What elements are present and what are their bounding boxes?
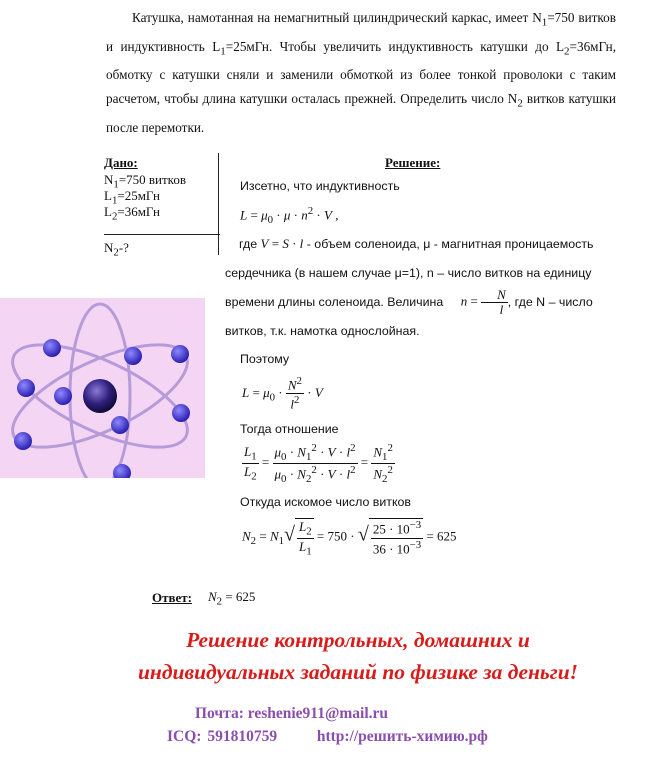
contact-icq[interactable]: ICQ: 591810759 bbox=[167, 728, 278, 745]
electron bbox=[43, 339, 61, 357]
electron bbox=[171, 345, 189, 363]
formula-result: $N_2 = N_1√$ $\frac{L_2}{L_1}$ = 750 · √ $\frac{25 \cdot 10^{-3}}{36 \cdot 10^{-3}}$ = 625 bbox=[242, 519, 457, 558]
electron bbox=[14, 432, 32, 450]
answer-value: $N_2 = 625$ bbox=[208, 589, 256, 608]
electron bbox=[54, 387, 72, 405]
solution-title: Решение: bbox=[385, 155, 441, 170]
answer-label: Ответ: bbox=[152, 590, 193, 605]
given-divider bbox=[104, 234, 220, 235]
solution-intro: Изсетно, что индуктивность bbox=[240, 179, 400, 193]
given-l2: $L_2=36мГн$ bbox=[104, 204, 160, 223]
ratio-label: Тогда отношение bbox=[240, 422, 339, 436]
electron bbox=[111, 416, 129, 434]
formula-inductance: $L = \mu_0 \cdot \mu \cdot n^2 \cdot V$ , bbox=[240, 205, 339, 226]
formula-inductance-n: $L = \mu_0$ · $\frac{N^2}{l^2}$ · V bbox=[242, 375, 323, 412]
problem-statement: Катушка, намотанная на немагнитный цилиндрический каркас, имеет $N_1=750$ витков и индуктивность $L_1=25мГн$. Чтобы увеличить индуктивность катушки до $L_2=36мГн$, обмотку с катушки сняли и заменили обмоткой из более тонкой проволоки с таким расчетом, чтобы длина катушки осталась прежней. Определить число $N_2$ витков катушки после перемотки. bbox=[106, 10, 616, 135]
given-title: Дано: bbox=[104, 155, 138, 170]
para2-text: , где N – число витков, т.к. намотка однослойная. bbox=[225, 295, 593, 339]
promo-line-2: индивидуальных заданий по физике за деньги! bbox=[137, 660, 579, 684]
atom-illustration bbox=[0, 298, 205, 478]
formula-ratio: $\frac{L_1}{L_2}$ = $\frac{\mu_0 \cdot N_1^2 \cdot V \cdot l^2}{\mu_0 \cdot N_2^2 \cdot V \cdot l^2}$ = $\frac{N_1^2}{N_2^2}$ bbox=[244, 442, 393, 485]
formula-n: n = $\frac{N}{l}$ bbox=[460, 287, 506, 318]
electron bbox=[124, 347, 142, 365]
therefore-label: Поэтому bbox=[240, 352, 290, 366]
whence-label: Откуда искомое число витков bbox=[240, 495, 412, 509]
contact-site-link[interactable]: http://решить-химию.рф bbox=[316, 728, 488, 745]
electron bbox=[17, 379, 35, 397]
electron bbox=[172, 404, 190, 422]
promo-banner bbox=[78, 624, 638, 688]
given-vertical-divider bbox=[218, 153, 219, 255]
nucleus bbox=[83, 379, 117, 413]
solution-paragraph bbox=[225, 229, 610, 346]
para1-text: где V = S · l - объем соленоида, μ - магнитная проницаемость сердечника (в нашем случае μ=1), n – число витков на единицу времени длины соленоида. Величина bbox=[225, 236, 594, 309]
given-l1: $L_1=25мГн$ bbox=[104, 188, 160, 207]
contact-line bbox=[167, 728, 488, 746]
contact-mail[interactable]: Почта: reshenie911@mail.ru bbox=[195, 705, 389, 722]
given-find: $N_2-$? bbox=[104, 240, 129, 259]
promo-line-1: Решение контрольных, домашних и bbox=[186, 628, 530, 652]
given-n1: $N_1=750$ витков bbox=[104, 172, 186, 191]
